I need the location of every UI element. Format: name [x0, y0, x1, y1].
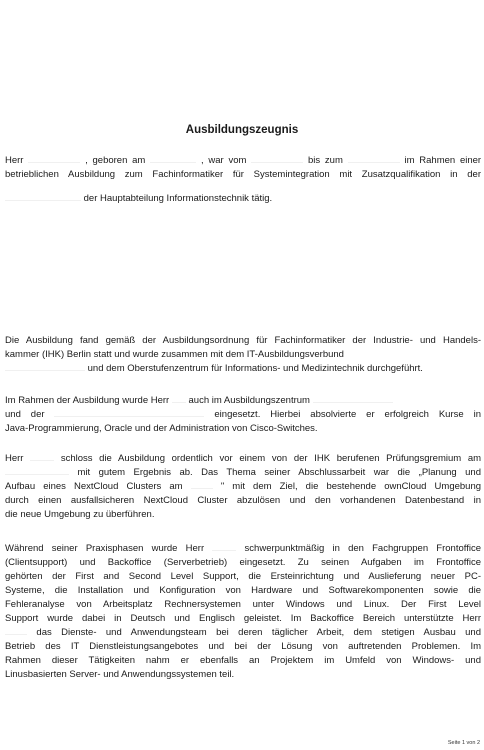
- text-segment: und der: [5, 409, 45, 420]
- text-line: durch einen ausfallsicheren NextCloud Cluster abzulösen und den vorhandenen Datenbestand in: [5, 495, 481, 506]
- text-segment: Herr: [5, 453, 24, 464]
- paragraph-courses: [5, 394, 481, 436]
- text-segment: mit gutem Ergebnis ab. Das Thema seiner Abschlussarbeit war die „Planung und: [77, 467, 481, 478]
- text-line: [5, 466, 481, 480]
- redacted-name: [212, 550, 236, 551]
- text-segment: schloss die Ausbildung ordentlich vor einem von der IHK berufenen Prüfungsgremium am: [60, 453, 481, 464]
- text-line: (Clientsupport) und Backoffice (Serverbetrieb) eingesetzt. Zu seinen Aufgaben im Frontoffice: [5, 557, 481, 568]
- text-line: [5, 408, 481, 422]
- text-line: gehörten der First and Second Level Support, die Ersteinrichtung und Auslieferung neuer PC-: [5, 571, 481, 582]
- redacted-name: [30, 460, 54, 461]
- text-segment: und dem Oberstufenzentrum für Informations- und Medizintechnik durchgeführt.: [87, 363, 423, 374]
- text-segment: im Rahmen einer: [404, 155, 481, 166]
- text-segment: auch im Ausbildungszentrum: [188, 395, 310, 406]
- text-line: Systeme, die Installation und Konfiguration von Hardware und Softwarekomponenten sowie die: [5, 585, 481, 596]
- text-segment: Herr: [5, 155, 24, 166]
- paragraph-practice: [5, 542, 481, 682]
- text-segment: eingesetzt. Hierbei absolvierte er erfolgreich Kurse in: [214, 409, 481, 420]
- text-segment: " mit dem Ziel, die bestehende ownCloud Umgebung: [220, 481, 481, 492]
- text-line: Die Ausbildung fand gemäß der Ausbildungsordnung für Fachinformatiker der Industrie- und Handels-: [5, 335, 481, 346]
- redacted-date: [191, 488, 213, 489]
- text-segment: bis zum: [308, 155, 343, 166]
- document-title: Ausbildungszeugnis: [185, 124, 299, 136]
- paragraph-exam: [5, 452, 481, 522]
- text-line: Support wurde dabei in Deutsch und Englisch geleistet. Im Backoffice Bereich unterstützte Herr: [5, 613, 481, 624]
- text-line: Fehleranalyse von Arbeitsplatz Rechnersystemen unter Windows und Linux. Der First Level: [5, 599, 481, 610]
- redacted-location: [54, 416, 204, 417]
- redacted-name: [5, 634, 27, 635]
- text-segment: , war vom: [200, 155, 247, 166]
- text-line: [5, 348, 481, 362]
- paragraph-intro: [5, 154, 481, 206]
- redacted-end-date: [348, 162, 400, 163]
- text-line: Betrieb des IT Dienstleistungsangebotes und bei der Lösung von auftretenden Problemen. Im: [5, 641, 481, 652]
- redacted-department: [5, 200, 81, 201]
- text-line: Linusbasierten Server- und Anwendungssystemen teil.: [5, 669, 235, 680]
- text-line: [5, 154, 481, 168]
- text-line: betrieblichen Ausbildung zum Fachinformatiker für Systemintegration mit Zusatzqualifikation in der: [5, 169, 481, 180]
- paragraph-training: [5, 334, 481, 376]
- text-segment: , geboren am: [85, 155, 146, 166]
- text-line: [5, 626, 481, 640]
- text-segment: der Hauptabteilung Informationstechnik tätig.: [83, 193, 273, 204]
- text-line: [5, 542, 481, 556]
- redacted-birthdate: [150, 162, 196, 163]
- text-line: Java-Programmierung, Oracle und der Administration von Cisco-Switches.: [5, 423, 318, 434]
- text-line: [5, 362, 481, 376]
- text-segment: Während seiner Praxisphasen wurde Herr: [5, 543, 205, 554]
- text-segment: das Dienste- und Anwendungsteam bei deren täglicher Arbeit, dem stetigen Ausbau und: [36, 627, 481, 638]
- text-segment: Aufbau eines NextCloud Clusters am: [5, 481, 183, 492]
- page-number: Seite 1 von 2: [447, 740, 480, 746]
- redacted-name: [28, 162, 80, 163]
- text-line: [5, 452, 481, 466]
- text-line: Rahmen dieser Tätigkeiten nahm er ebenfalls an Projektem im Umfeld von Windows- und: [5, 655, 481, 666]
- redacted-partner: [5, 370, 85, 371]
- text-line: die neue Umgebung zu überführen.: [5, 509, 155, 520]
- redacted-location: [313, 402, 393, 403]
- redacted-start-date: [251, 162, 303, 163]
- text-line: [5, 394, 481, 408]
- redacted-name: [172, 402, 186, 403]
- text-line: [5, 192, 481, 206]
- redacted-exam-date: [5, 474, 69, 475]
- text-segment: Im Rahmen der Ausbildung wurde Herr: [5, 395, 170, 406]
- text-segment: kammer (IHK) Berlin statt und wurde zusammen mit dem IT-Ausbildungsverbund: [5, 349, 344, 360]
- text-segment: schwerpunktmäßig in den Fachgruppen Frontoffice: [244, 543, 481, 554]
- text-line: [5, 480, 481, 494]
